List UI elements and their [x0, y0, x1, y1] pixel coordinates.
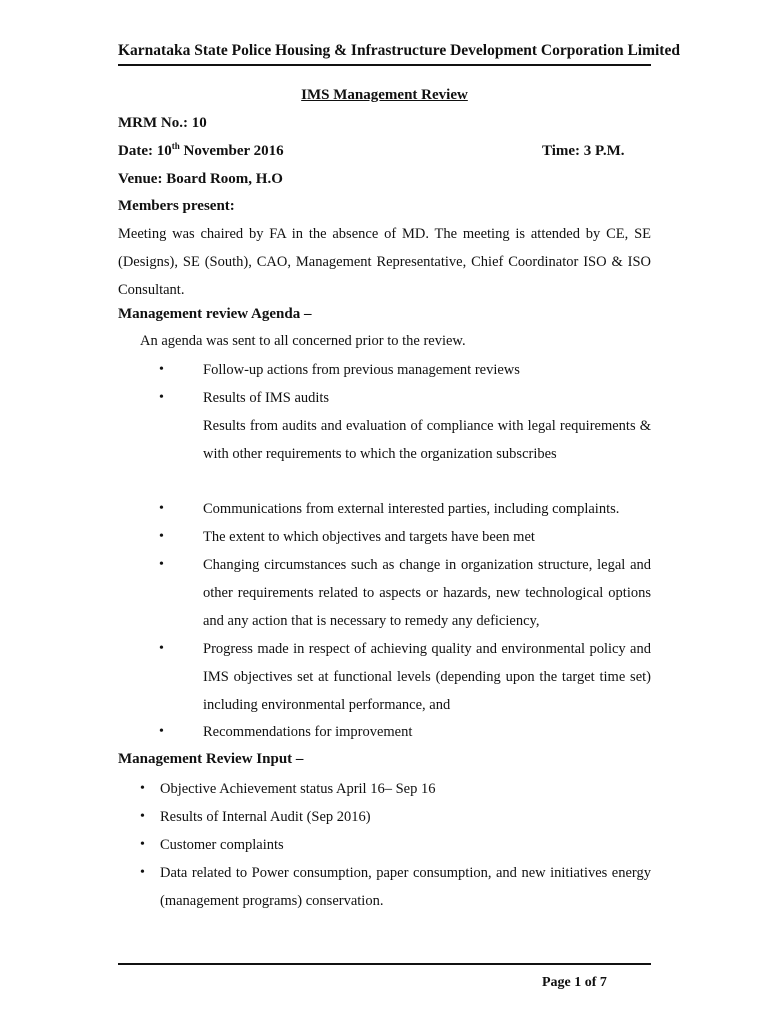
page-number: Page 1 of 7: [542, 975, 607, 990]
bullet-icon: •: [159, 390, 164, 405]
bullet-icon: •: [159, 641, 164, 656]
input-item: Objective Achievement status April 16– Sep 16: [160, 781, 436, 797]
bullet-icon: •: [140, 837, 145, 852]
bullet-icon: •: [140, 781, 145, 796]
input-item: Customer complaints: [160, 837, 284, 853]
date-superscript: th: [171, 141, 180, 151]
input-item: Data related to Power consumption, paper consumption, and new initiatives energy (management programs) conservation.: [160, 865, 651, 909]
document-title: IMS Management Review: [301, 87, 468, 103]
bullet-icon: •: [159, 724, 164, 739]
agenda-item: Follow-up actions from previous management reviews: [203, 362, 520, 378]
bullet-icon: •: [159, 529, 164, 544]
members-paragraph: Meeting was chaired by FA in the absence of MD. The meeting is attended by CE, SE (Designs), SE (South), CAO, Management Representative, Chief Coordinator ISO & ISO Consultant.: [118, 226, 651, 298]
agenda-item: Results of IMS audits: [203, 390, 330, 406]
date-suffix: November 2016: [179, 143, 284, 159]
meeting-venue: Venue: Board Room, H.O: [118, 171, 283, 187]
meeting-time: Time: 3 P.M.: [542, 143, 625, 159]
agenda-item: Changing circumstances such as change in organization structure, legal and other requirements related to aspects or hazards, new technological options and any action that is necessary to remedy any deficiency,: [203, 557, 651, 629]
bullet-icon: •: [159, 501, 164, 516]
bullet-icon: •: [159, 557, 164, 572]
bullet-icon: •: [159, 362, 164, 377]
mrm-number: MRM No.: 10: [118, 115, 207, 131]
footer-rule: [118, 963, 651, 965]
input-item: Results of Internal Audit (Sep 2016): [160, 809, 371, 825]
date-prefix: Date: 10: [118, 143, 172, 159]
agenda-item-subtext: Results from audits and evaluation of compliance with legal requirements & with other requirements to which the organization subscribes: [203, 418, 651, 462]
meeting-date: [118, 143, 284, 160]
agenda-intro: An agenda was sent to all concerned prior to the review.: [140, 333, 466, 349]
agenda-item: Recommendations for improvement: [203, 724, 413, 740]
members-heading: Members present:: [118, 198, 235, 214]
header-title: Karnataka State Police Housing & Infrastructure Development Corporation Limited: [118, 42, 680, 59]
agenda-item: Communications from external interested parties, including complaints.: [203, 501, 620, 517]
agenda-heading: Management review Agenda –: [118, 306, 312, 322]
bullet-icon: •: [140, 865, 145, 880]
agenda-item: The extent to which objectives and targets have been met: [203, 529, 535, 545]
agenda-item: Progress made in respect of achieving quality and environmental policy and IMS objectives set at functional levels (depending upon the target time set) including environmental performance, and: [203, 641, 651, 713]
bullet-icon: •: [140, 809, 145, 824]
header-rule: [118, 64, 651, 66]
input-heading: Management Review Input –: [118, 751, 304, 767]
